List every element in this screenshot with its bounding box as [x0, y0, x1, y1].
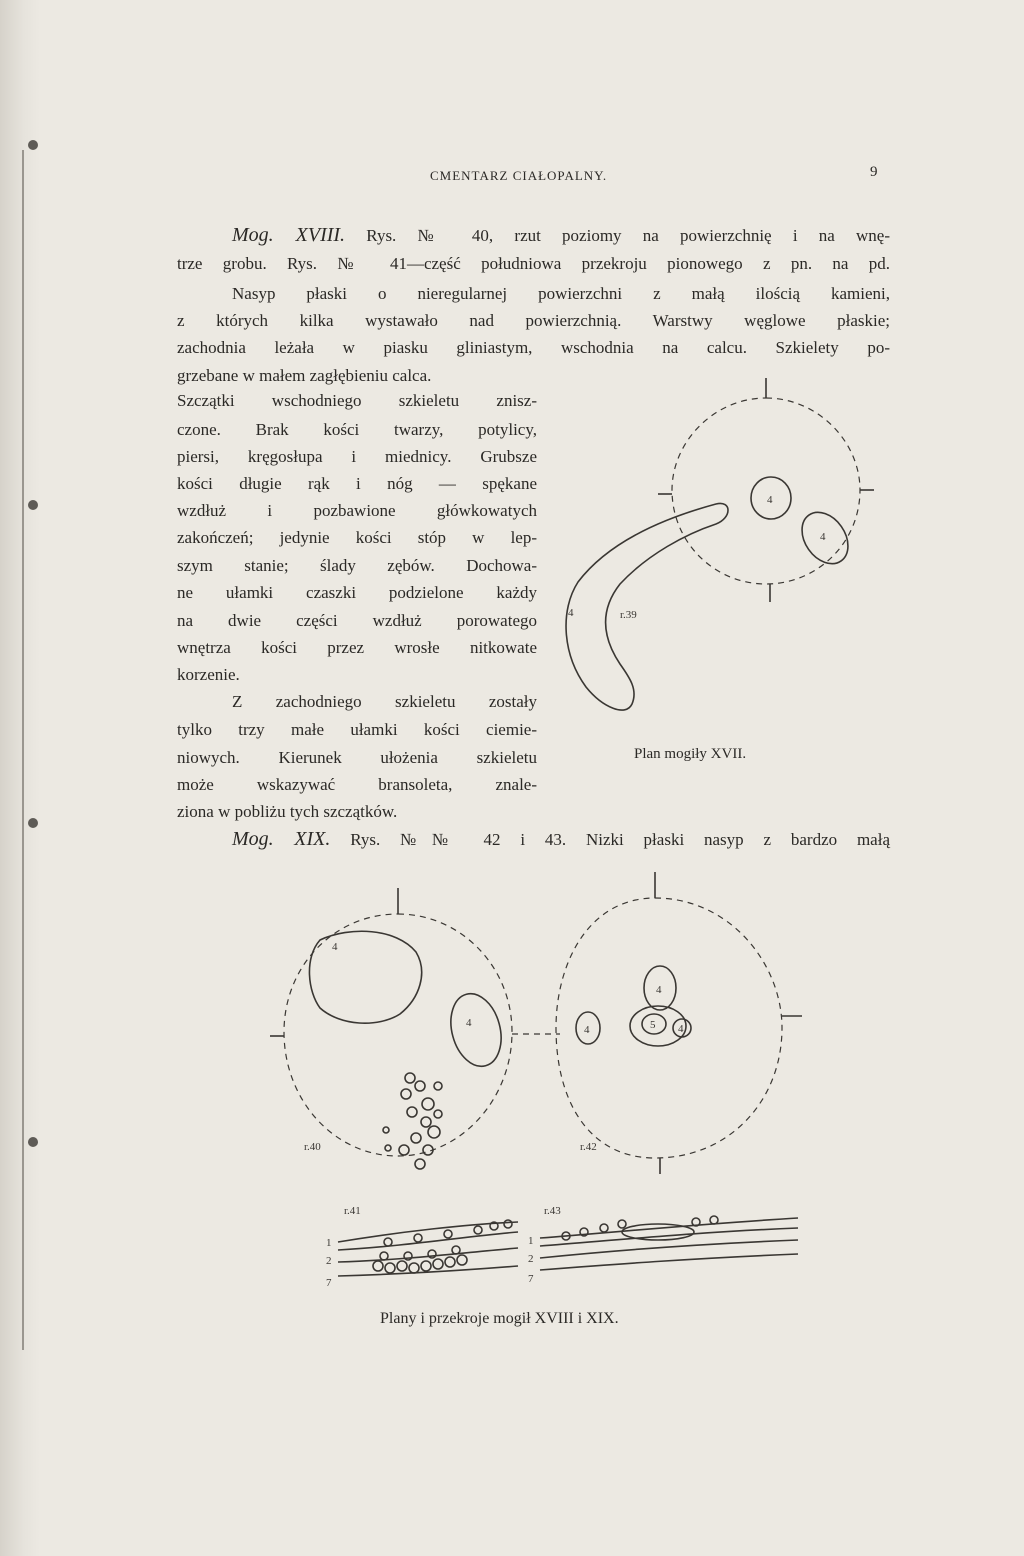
figure-label: 4 — [568, 607, 574, 619]
cross-section-figure — [318, 1202, 838, 1296]
binding-hole — [28, 140, 38, 150]
text-line: może wskazywać bransoleta, znale- — [177, 775, 537, 794]
running-title: CMENTARZ CIAŁOPALNY. — [430, 168, 608, 183]
figure-caption: Plany i przekroje mogił XVIII i XIX. — [380, 1310, 619, 1327]
page-binding — [0, 0, 40, 1556]
figure-label: 4 — [767, 494, 773, 506]
figure-label: r.40 — [304, 1141, 321, 1153]
text-line: Z zachodniego szkieletu zostały — [232, 692, 537, 711]
text-line: piersi, kręgosłupa i miednicy. Grubsze — [177, 447, 537, 466]
text-line: zakończeń; jedynie kości stóp w lep- — [177, 528, 537, 547]
figure-label: 5 — [650, 1019, 656, 1031]
text-line: z których kilka wystawało nad powierzchnią. Warstwy węglowe płaskie; — [177, 311, 890, 330]
text-line: ziona w pobliżu tych szczątków. — [177, 802, 398, 821]
figure-label: 4 — [656, 984, 662, 996]
figure-label: 4 — [584, 1024, 590, 1036]
figure-label: r.39 — [620, 609, 637, 621]
text-line: ne ułamki czaszki podzielone każdy — [177, 583, 537, 602]
figure-label: 2 — [528, 1253, 534, 1265]
grave-label: Mog. XVIII. — [232, 224, 346, 246]
text-line: zachodnia leżała w piasku gliniastym, wschodnia na calcu. Szkielety po- — [177, 338, 890, 357]
text-line: wnętrza kości przez wrosłe nitkowate — [177, 638, 537, 657]
binding-hole — [28, 1137, 38, 1147]
text-line: korzenie. — [177, 665, 240, 684]
figure-label: 1 — [528, 1235, 534, 1247]
figure-label: 4 — [466, 1017, 472, 1029]
figure-label: 1 — [326, 1237, 332, 1249]
text-line: na dwie części wzdłuż porowatego — [177, 611, 537, 630]
figure-label: 4 — [332, 941, 338, 953]
text-line: szym stanie; ślady zębów. Dochowa- — [177, 556, 537, 575]
grave-label: Mog. XIX. — [232, 828, 331, 850]
text-line: Mog. XVIII. Rys. № 40, rzut poziomy na powierzchnię i na wnę- — [232, 224, 891, 246]
grave-plan-figure — [548, 372, 888, 742]
text-line: Mog. XIX. Rys. №№ 42 i 43. Nizki płaski nasyp z bardzo małą — [232, 828, 891, 850]
figure-label: r.41 — [344, 1205, 361, 1217]
text-line: wzdłuż i pozbawione główkowatych — [177, 501, 537, 520]
binding-hole — [28, 818, 38, 828]
text-line: kości długie rąk i nóg — spękane — [177, 474, 537, 493]
figure-label: r.43 — [544, 1205, 561, 1217]
text-line: tylko trzy małe ułamki kości ciemie- — [177, 720, 537, 739]
text-line: grzebane w małem zagłębieniu calca. — [177, 366, 432, 385]
text-line: Szczątki wschodniego szkieletu znisz- — [177, 391, 537, 410]
figure-caption: Plan mogiły XVII. — [634, 746, 747, 762]
binding-hole — [28, 500, 38, 510]
page-number: 9 — [870, 164, 878, 180]
text-line: Nasyp płaski o nieregularnej powierzchni z małą ilością kamieni, — [232, 284, 890, 303]
figure-label: r.42 — [580, 1141, 597, 1153]
figure-label: 2 — [326, 1255, 332, 1267]
figure-label: 4 — [678, 1023, 684, 1035]
text-line: czone. Brak kości twarzy, potylicy, — [177, 420, 537, 439]
figure-label: 7 — [326, 1277, 332, 1289]
grave-plans-figure — [260, 868, 820, 1174]
text-line: niowych. Kierunek ułożenia szkieletu — [177, 748, 537, 767]
binding-thread — [22, 150, 24, 1350]
figure-label: 4 — [820, 531, 826, 543]
text-line: trze grobu. Rys. № 41—część południowa przekroju pionowego z pn. na pd. — [177, 254, 890, 273]
figure-label: 7 — [528, 1273, 534, 1285]
